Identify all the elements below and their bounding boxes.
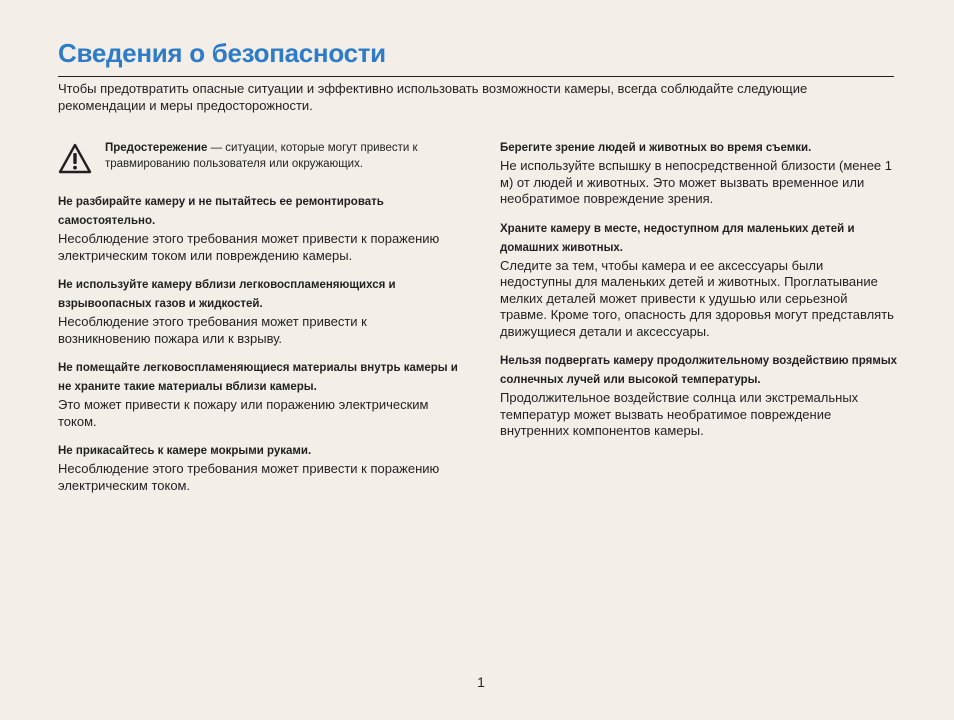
- safety-item: [500, 352, 898, 440]
- safety-item-body: Несоблюдение этого требования может привести к поражению электрическим током или повреждению камеры.: [58, 231, 440, 263]
- right-column: [500, 140, 898, 452]
- safety-item-heading: Нельзя подвергать камеру продолжительному воздействию прямых солнечных лучей или высокой температуры.: [500, 355, 898, 386]
- intro-paragraph: Чтобы предотвратить опасные ситуации и эффективно использовать возможности камеры, всегда соблюдайте следующие рекомендации и меры предосторожности.: [58, 81, 808, 113]
- safety-item-heading: Берегите зрение людей и животных во время съемки.: [500, 142, 812, 154]
- left-column: [58, 140, 458, 506]
- safety-item-body: Продолжительное воздействие солнца или экстремальных температур может вызвать необратимое повреждение внутренних компонентов камеры.: [500, 390, 859, 438]
- safety-item-body: Следите за тем, чтобы камера и ее аксессуары были недоступны для маленьких детей и животных. Проглатывание мелких деталей может привести к удушью или серьезной травме. Кроме того, опасность для здоровья могут представлять движущиеся детали и аксессуары.: [500, 257, 894, 339]
- safety-item-body: Не используйте вспышку в непосредственной близости (менее 1 м) от людей и животных. Это может вызвать временное или необратимое повреждение зрения.: [500, 158, 892, 206]
- safety-item-heading: Не прикасайтесь к камере мокрыми руками.: [58, 445, 312, 457]
- warning-text: [105, 140, 450, 172]
- safety-item: [58, 442, 458, 494]
- safety-item: [500, 220, 898, 341]
- safety-item: [500, 140, 898, 208]
- page-title: Сведения о безопасности: [58, 38, 386, 68]
- safety-item-body: Несоблюдение этого требования может привести к поражению электрическим током.: [58, 461, 440, 493]
- safety-item-body: Несоблюдение этого требования может привести к возникновению пожара или к взрыву.: [58, 314, 367, 346]
- safety-item-heading: Не помещайте легковоспламеняющиеся материалы внутрь камеры и не храните такие материалы вблизи камеры.: [58, 362, 458, 393]
- warning-description: — ситуации, которые могут привести к травмированию пользователя или окружающих.: [105, 142, 418, 170]
- safety-item-heading: Храните камеру в месте, недоступном для маленьких детей и домашних животных.: [500, 222, 855, 254]
- safety-item: [58, 193, 458, 264]
- warning-triangle-icon: [58, 143, 92, 175]
- safety-item-body: Это может привести к пожару или поражению электрическим током.: [58, 397, 429, 429]
- page-number: 1: [477, 674, 485, 690]
- warning-label: Предостережение: [105, 142, 208, 154]
- safety-item: [58, 359, 458, 430]
- title-divider: [58, 76, 894, 77]
- safety-item-heading: Не используйте камеру вблизи легковоспламеняющихся и взрывоопасных газов и жидкостей.: [58, 279, 396, 310]
- safety-item-heading: Не разбирайте камеру и не пытайтесь ее ремонтировать самостоятельно.: [58, 196, 384, 227]
- warning-note: [58, 140, 458, 175]
- safety-item: [58, 276, 458, 347]
